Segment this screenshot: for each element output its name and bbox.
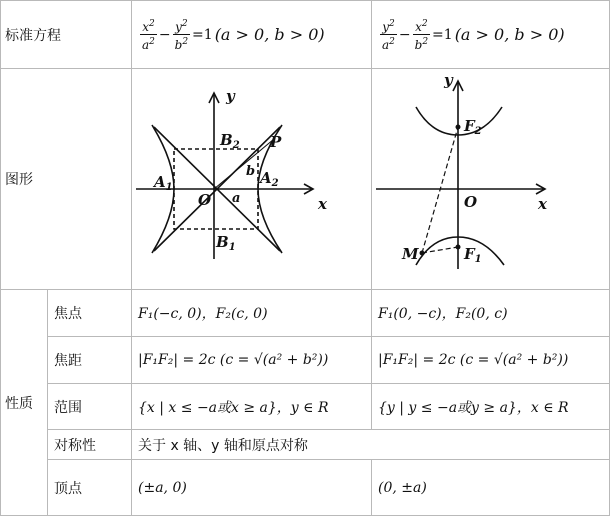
row-figure — [1, 69, 610, 290]
hyperbola-horizontal-figure — [132, 69, 370, 285]
label-f2: $F_2$ — [464, 117, 482, 137]
vertex-vertical: (0, ±a) — [372, 460, 610, 516]
label-standard-equation: 标准方程 — [1, 1, 132, 69]
label-origin: O — [464, 193, 478, 211]
label-b2: $B_2$ — [220, 131, 240, 151]
range-vertical: {y | y ≤ −a或y ≥ a}，x ∈ R — [372, 384, 610, 430]
figure-vertical-hyperbola — [372, 69, 610, 290]
vertex-horizontal: (±a, 0) — [132, 460, 372, 516]
row-focus — [1, 290, 610, 337]
label-x: x — [318, 195, 327, 213]
branch-lower — [416, 237, 504, 265]
label-y: y — [444, 71, 453, 89]
focus-horizontal: F₁(−c, 0)，F₂(c, 0) — [132, 290, 372, 337]
label-f1: $F_1$ — [464, 245, 482, 265]
label-properties: 性质 — [1, 290, 48, 516]
row-focal-distance — [1, 337, 610, 384]
label-m: M — [402, 245, 419, 263]
label-vertex: 顶点 — [48, 460, 132, 516]
hyperbola-vertical-figure — [372, 69, 608, 285]
focus-f1-dot — [456, 245, 461, 250]
label-figure: 图形 — [1, 69, 132, 290]
label-a: a — [232, 191, 241, 206]
label-b1: $B_1$ — [216, 233, 236, 253]
label-a1: $A_1$ — [154, 173, 173, 193]
row-symmetry — [1, 430, 610, 460]
standard-equation-vertical: $\frac{y^2}{a^2}$ − $\frac{x^2}{b^2}$ =1 (a > 0, b > 0) — [372, 1, 610, 69]
label-symmetry: 对称性 — [48, 430, 132, 460]
row-range — [1, 384, 610, 430]
range-horizontal: {x | x ≤ −a或x ≥ a}，y ∈ R — [132, 384, 372, 430]
label-a2: $A_2$ — [260, 169, 279, 189]
figure-horizontal-hyperbola — [132, 69, 372, 290]
label-range: 范围 — [48, 384, 132, 430]
label-y: y — [226, 87, 235, 105]
label-focus: 焦点 — [48, 290, 132, 337]
label-b: b — [246, 164, 256, 179]
equation-condition: (a > 0, b > 0) — [214, 25, 325, 44]
label-focal-distance: 焦距 — [48, 337, 132, 384]
standard-equation-horizontal: $\frac{x^2}{a^2}$ − $\frac{y^2}{b^2}$ =1 (a > 0, b > 0) — [132, 1, 372, 69]
label-p: P — [270, 133, 282, 151]
focal-distance-horizontal: |F₁F₂| = 2c (c = √(a² + b²)) — [132, 337, 372, 384]
label-x: x — [538, 195, 547, 213]
focus-vertical: F₁(0, −c)，F₂(0, c) — [372, 290, 610, 337]
symmetry-value: 关于 x 轴、y 轴和原点对称 — [132, 430, 610, 460]
segment-mf2 — [422, 127, 458, 253]
row-standard-equation — [1, 1, 610, 69]
point-m-dot — [420, 251, 425, 256]
branch-upper — [416, 107, 502, 135]
focal-distance-vertical: |F₁F₂| = 2c (c = √(a² + b²)) — [372, 337, 610, 384]
equation-condition: (a > 0, b > 0) — [454, 25, 565, 44]
focus-f2-dot — [456, 125, 461, 130]
row-vertex — [1, 460, 610, 516]
label-origin: O — [198, 191, 212, 209]
